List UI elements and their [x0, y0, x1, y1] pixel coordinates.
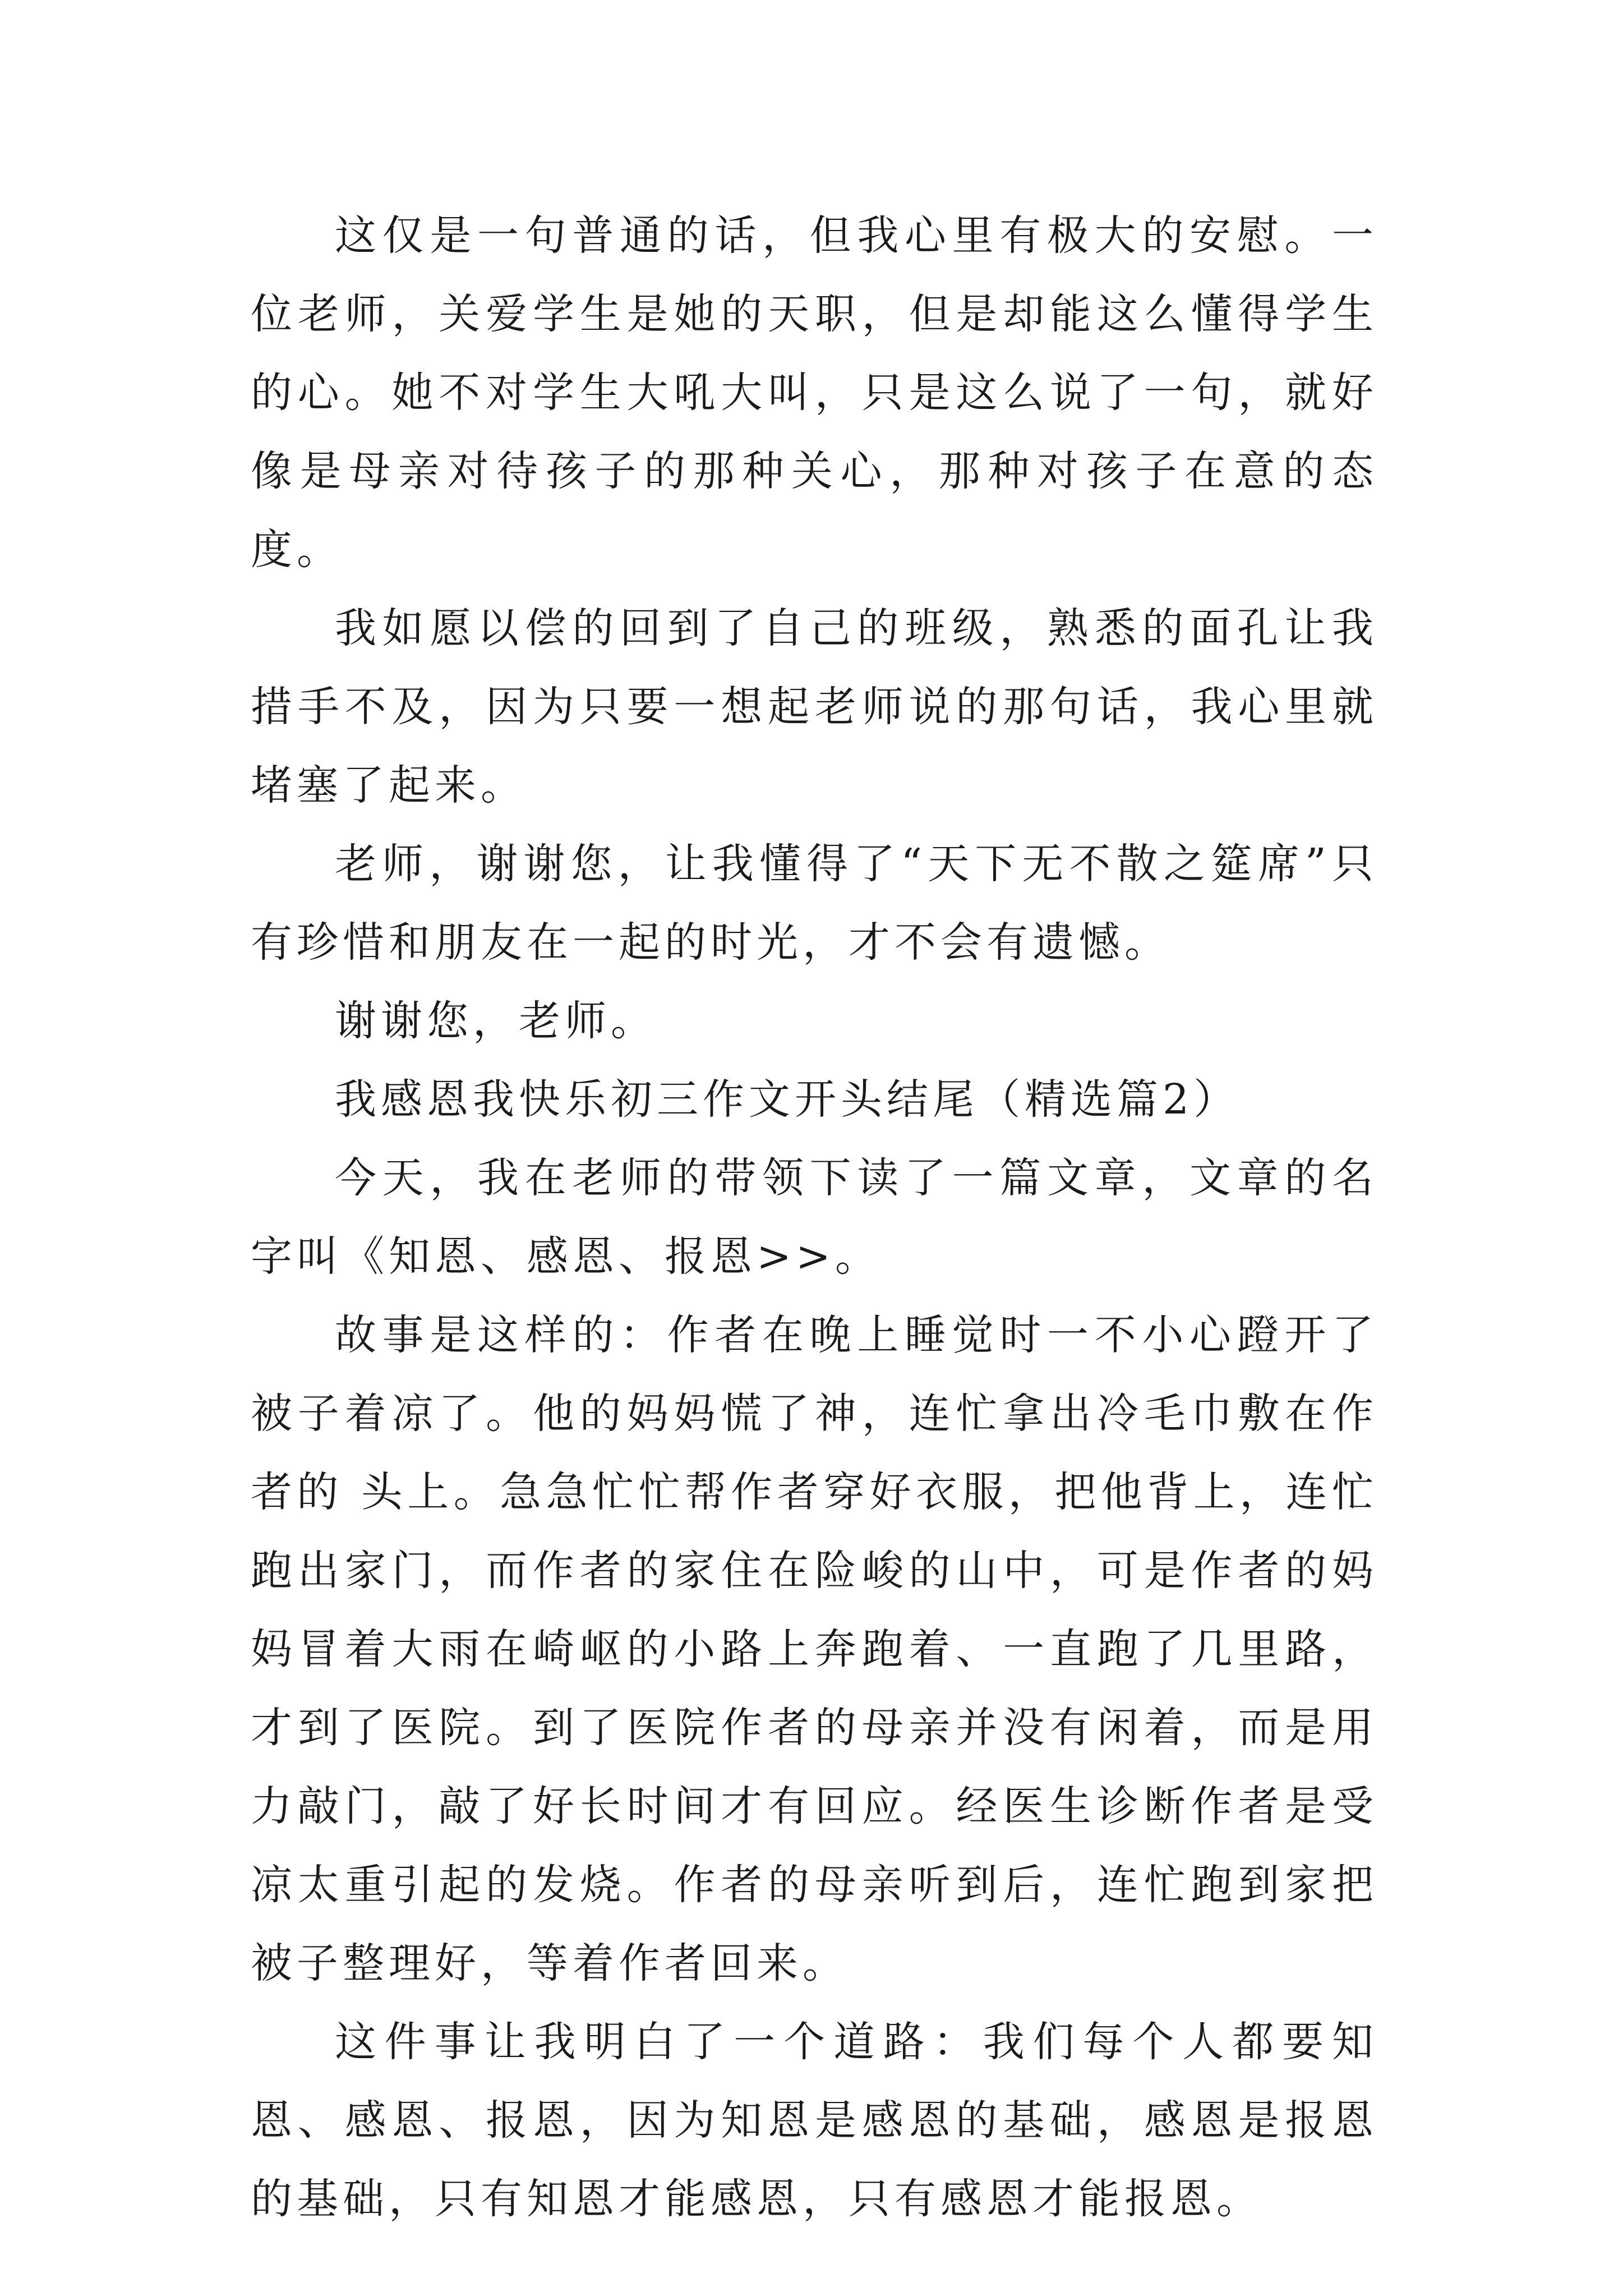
paragraph: 这仅是一句普通的话，但我心里有极大的安慰。一位老师，关爱学生是她的天职，但是却能这么懂得学生的心。她不对学生大吼大叫，只是这么说了一句，就好像是母亲对待孩子的那种关心，那种对孩子在意的态度。: [251, 211, 1378, 574]
paragraph: 谢谢您，老师。: [335, 997, 657, 1045]
document-body: [251, 196, 1378, 2238]
paragraph: 故事是这样的：作者在晚上睡觉时一不小心蹬开了被子着凉了。他的妈妈慌了神，连忙拿出冷毛巾敷在作者的 头上。急急忙忙帮作者穿好衣服，把他背上，连忙跑出家门，而作者的家住在险峻的山中，可是作者的妈妈冒着大雨在崎岖的小路上奔跑着、一直跑了几里路，才到了医院。到了医院作者的母亲并没有闲着，而是用力敲门，敲了好长时间才有回应。经医生诊断作者是受凉太重引起的发烧。作者的母亲听到后，连忙跑到家把被子整理好，等着作者回来。: [251, 1311, 1378, 1987]
paragraph: 我如愿以偿的回到了自己的班级，熟悉的面孔让我措手不及，因为只要一想起老师说的那句话，我心里就堵塞了起来。: [251, 604, 1378, 809]
paragraph: 今天，我在老师的带领下读了一篇文章，文章的名字叫《知恩、感恩、报恩>>。: [251, 1154, 1378, 1281]
paragraph: 这件事让我明白了一个道路：我们每个人都要知恩、感恩、报恩，因为知恩是感恩的基础，感恩是报恩的基础，只有知恩才能感恩，只有感恩才能报恩。: [251, 2018, 1378, 2223]
section-heading: 我感恩我快乐初三作文开头结尾（精选篇2）: [335, 1075, 1240, 1124]
paragraph: 老师，谢谢您，让我懂得了“天下无不散之筵席”只有珍惜和朋友在一起的时光，才不会有遗憾。: [251, 840, 1378, 967]
